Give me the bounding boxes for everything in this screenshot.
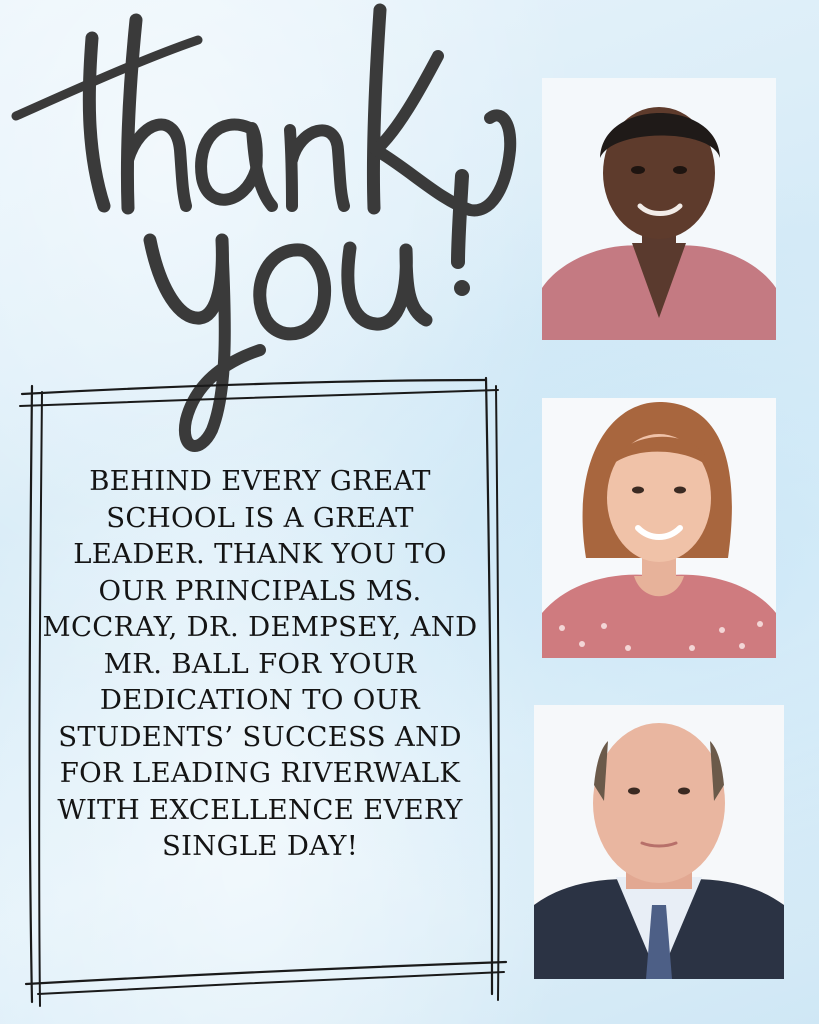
principal-photo-1 [542,78,776,340]
principal-photo-2 [542,398,776,658]
thank-you-message: BEHIND EVERY GREAT SCHOOL IS A GREAT LEADER. THANK YOU TO OUR PRINCIPALS MS. MCCRAY, DR. DEMPSEY, AND MR. BALL FOR YOUR DEDICATION TO OUR STUDENTS’ SUCCESS AND FOR LEADING RIVERWALK WITH EXCELLENCE EVERY SINGLE DAY! [42,465,478,862]
principal-photo-3 [534,705,784,979]
